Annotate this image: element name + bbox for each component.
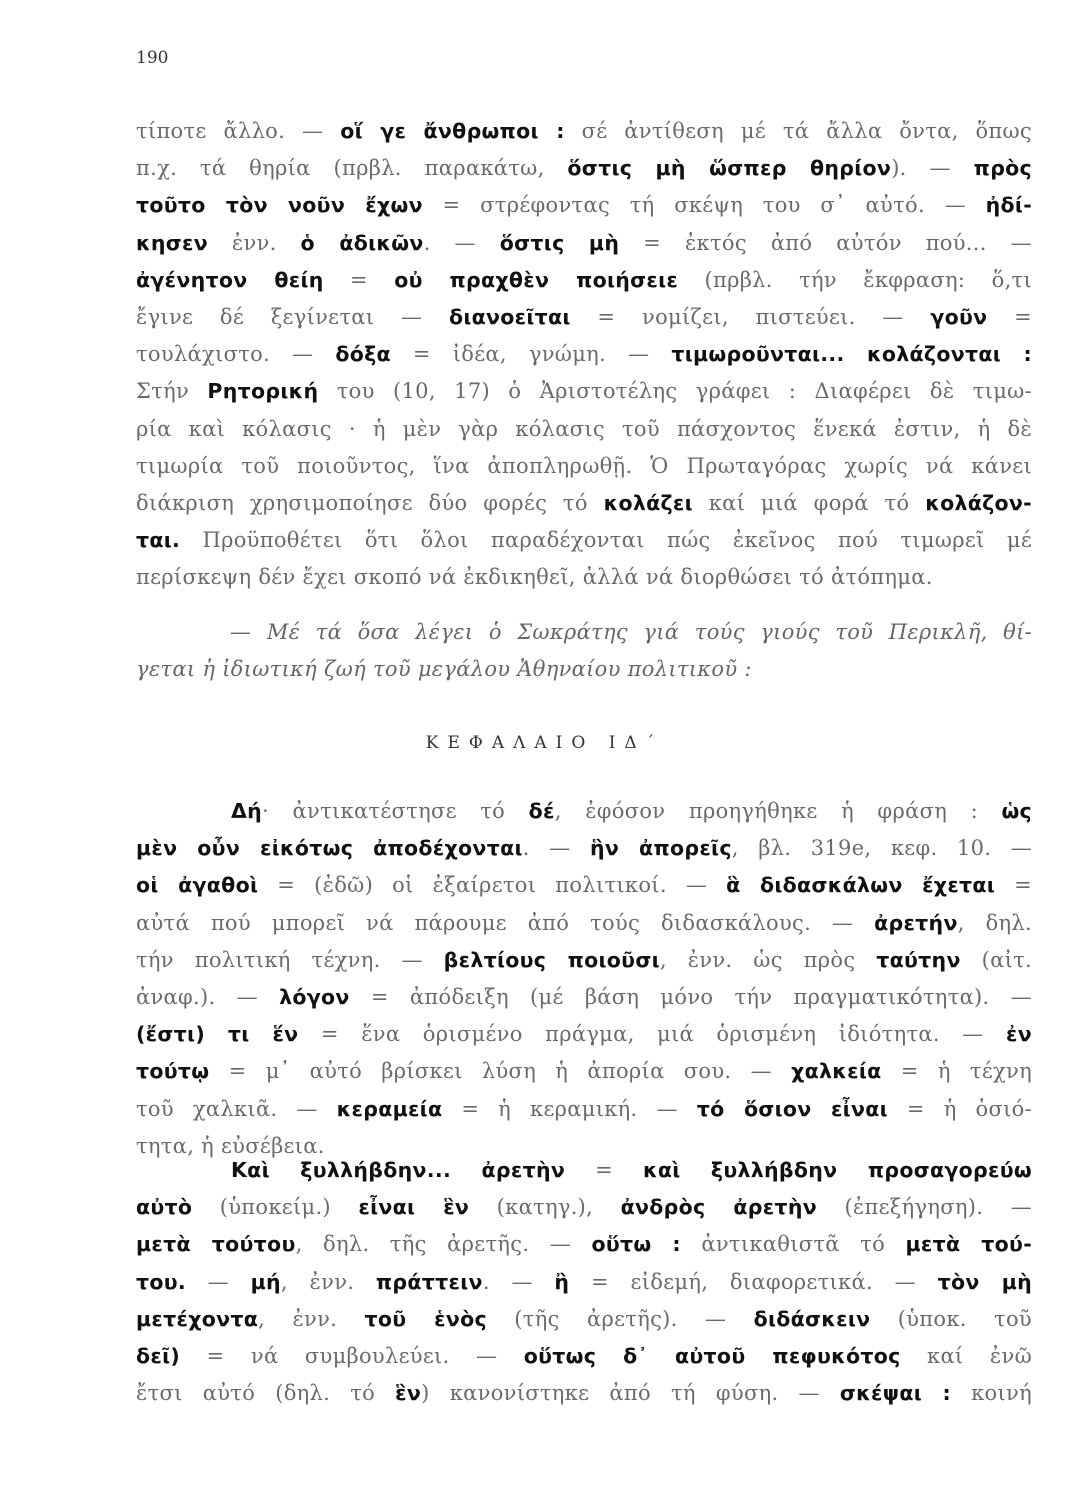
gloss-text: . — [482,1269,555,1294]
text-line [136,1152,1032,1189]
gloss-text: καί μιά φορά τό [692,490,926,515]
text-line [136,262,1032,299]
gloss-text: = [987,304,1032,329]
lemma: ἃ διδασκάλων ἔχεται [726,873,996,898]
gloss-text: — [186,1269,251,1294]
gloss-text: = στρέφοντας τή σκέψη του σ᾽ αὐτό. — [422,193,986,218]
gloss-text: · ἀντικατέστησε τό [262,799,529,823]
lemma: οὐ πραχθὲν ποιήσειε [394,267,679,292]
lemma: ταύτην [876,947,961,972]
gloss-text: Στήν [136,379,208,404]
gloss-text: = ἕνα ὁρισμένο πράγμα, μιά ὁρισμένη ἰδιότητα. — [298,1022,1007,1047]
lemma: πρὸς [973,156,1032,181]
lemma: ἐν [1006,1022,1032,1047]
text-line [136,793,1032,830]
lemma: τοῦ ἑνὸς [364,1306,487,1331]
text-line [136,299,1032,336]
gloss-text: (κατηγ.), [469,1195,621,1220]
gloss-text: (ὑποκ. τοῦ [870,1306,1032,1331]
lemma: δεῖ) [136,1343,181,1368]
lemma: ἠδί- [985,193,1032,218]
lemma: μετὰ τού- [905,1232,1032,1257]
italic-line: — Μέ τά ὅσα λέγει ὁ Σωκράτης γιά τούς γιούς τοῦ Περικλῆ, θί- [230,620,1032,644]
italic-line: γεται ἡ ἰδιωτική ζωή τοῦ μεγάλου Ἀθηναίου πολιτικοῦ : [136,657,752,682]
lemma: οἵ γε ἄνθρωποι : [340,119,565,143]
lemma: πράττειν [375,1269,483,1294]
text-line [136,1375,1032,1412]
text-line [136,150,1032,187]
gloss-text: = εἰδεμή, διαφορετικά. — [569,1269,938,1294]
gloss-text: = ἐκτός ἀπό αὐτόν πού... — [619,230,1032,255]
gloss-text: ) κανονίστηκε ἀπό τή φύση. — [421,1381,840,1406]
lemma: χαλκεία [791,1059,882,1084]
gloss-text: = ἡ τέχνη [881,1059,1032,1084]
text-line [136,942,1032,979]
chapter-heading: ΚΕΦΑΛΑΙΟ ΙΔ΄ [425,733,664,753]
lemma: καὶ ξυλλήβδην προσαγορεύω [642,1158,1032,1182]
lemma: τιμωροῦνται... κολάζονται : [671,342,1032,367]
commentary-note-italic [136,614,1032,688]
gloss-text: περίσκεψη δέν ἔχει σκοπό νά ἐκδικηθεῖ, ἀλλά νά διορθώσει τό ἀτόπημα. [136,565,933,590]
gloss-text: (ἐπεξήγηση). — [816,1195,1032,1220]
text-line [136,1264,1032,1301]
lemma: κολάζον- [925,490,1032,515]
gloss-text: ἀντικαθιστᾶ τό [680,1232,906,1257]
gloss-text: του (10, 17) ὁ Ἀριστοτέλης γράφει : Διαφέρει δὲ τιμω- [318,379,1032,404]
gloss-text: ἔτσι αὐτό (δηλ. τό [136,1381,396,1406]
lemma: σκέψαι : [839,1381,952,1406]
gloss-text: τιμωρία τοῦ ποιοῦντος, ἵνα ἀποπληρωθῇ. Ὁ Πρωταγόρας χωρίς νά κάνει [136,453,1032,478]
text-line [136,411,1032,448]
gloss-text: ρία καὶ κόλασις · ἡ μὲν γὰρ κόλασις τοῦ πάσχοντος ἕνεκά ἐστιν, ἡ δὲ [136,416,1032,441]
gloss-text: = ἡ ὁσιό- [887,1096,1032,1121]
gloss-text: π.χ. τά θηρία (πρβλ. παρακάτω, [136,156,568,181]
lemma: μή [250,1269,281,1294]
text-line [136,905,1032,942]
gloss-text: = [995,873,1032,898]
lemma: ἀνδρὸς ἀρετὴν [620,1195,817,1220]
gloss-text: , δηλ. [957,910,1032,935]
lemma: ται. [136,528,181,553]
gloss-text: (ὑποκείμ.) [192,1195,359,1220]
text-line [136,522,1032,559]
gloss-text: ἀναφ.). — [136,984,280,1009]
gloss-text: τίποτε ἄλλο. — [136,119,341,143]
lemma: τοῦτο τὸν νοῦν ἔχων [136,193,423,218]
text-line [136,187,1032,224]
lemma: αὐτὸ [136,1195,193,1220]
lemma: λόγον [279,984,350,1009]
text-line [136,1189,1032,1226]
lemma: διδάσκειν [753,1306,871,1331]
text-line [136,225,1032,262]
text-line [136,113,1032,150]
gloss-text: , ἐφόσον προηγήθηκε ἡ φράση : [554,799,1002,823]
gloss-text: = ἰδέα, γνώμη. — [390,342,672,367]
gloss-text: τοῦ χαλκιᾶ. — [136,1096,337,1121]
gloss-text: , ἐνν. [258,1306,365,1331]
text-line [136,1016,1032,1053]
text-line [136,559,1032,596]
lemma: ὡς [1001,799,1032,823]
gloss-text: Προϋποθέτει ὅτι ὅλοι παραδέχονται πώς ἐκεῖνος πού τιμωρεῖ μέ [180,528,1032,553]
lemma: τὸν μὴ [937,1269,1032,1294]
text-line [136,373,1032,410]
lemma: ὁ ἀδικῶν [300,230,424,255]
gloss-text: (αἰτ. [960,947,1032,972]
lemma: κολάζει [603,490,693,515]
lemma: βελτίους ποιοῦσι [443,947,660,972]
lemma: ἀγένητον θείη [136,267,324,292]
lemma: Καὶ ξυλλήβδην... ἀρετὴν [231,1158,566,1182]
lemma: εἶναι ἓν [358,1195,470,1220]
lemma: γοῦν [930,304,988,329]
gloss-text: , ἐνν. [280,1269,376,1294]
gloss-text: κοινή [951,1381,1032,1406]
gloss-text: τητα, ἡ εὐσέβεια. [136,1133,325,1158]
lemma: οὕτως δ᾽ αὐτοῦ πεφυκότος [523,1343,901,1368]
text-line [136,448,1032,485]
lemma: διανοεῖται [448,304,571,329]
commentary-paragraph-1 [136,113,1032,596]
gloss-text: = [323,267,395,292]
gloss-text: = ἀπόδειξη (μέ βάση μόνο τήν πραγματικότητα). — [349,984,1032,1009]
gloss-text: = (ἐδῶ) οἱ ἐξαίρετοι πολιτικοί. — [258,873,727,898]
gloss-text: (πρβλ. τήν ἔκφραση: ὅ,τι [678,267,1032,292]
lemma: οἱ ἀγαθοὶ [136,873,259,898]
gloss-text: , ἐνν. ὡς πρὸς [659,947,877,972]
commentary-paragraph-3 [136,1152,1032,1412]
gloss-text: . — [522,836,590,861]
page-number: 190 [136,48,169,68]
lemma: Δή [231,799,263,823]
lemma: τούτῳ [136,1059,210,1084]
gloss-text: = ἡ κεραμική. — [442,1096,697,1121]
gloss-text: ἔγινε δέ ξεγίνεται — [136,304,449,329]
gloss-text: . — [423,230,500,255]
gloss-text: ἐνν. [208,230,301,255]
text-line [136,867,1032,904]
gloss-text: αὐτά πού μπορεῖ νά πάρουμε ἀπό τούς διδασκάλους. — [136,910,875,935]
text-line [136,485,1032,522]
lemma: ἢ [554,1269,570,1294]
lemma: κησεν [136,230,208,255]
text-line [136,1053,1032,1090]
lemma: δόξα [335,342,391,367]
lemma: Ρητορική [207,379,319,404]
gloss-text: τήν πολιτική τέχνη. — [136,947,444,972]
lemma: του. [136,1269,186,1294]
gloss-text: = μ᾽ αὐτό βρίσκει λύση ἡ ἀπορία σου. — [209,1059,792,1084]
lemma: τό ὅσιον εἶναι [696,1096,888,1121]
gloss-text: , βλ. 319e, κεφ. 10. — [731,836,1032,861]
gloss-text: = νομίζει, πιστεύει. — [570,304,931,329]
commentary-paragraph-2 [136,793,1032,1165]
text-line [136,1226,1032,1263]
text-line [136,1091,1032,1128]
lemma: ἀρετήν [874,910,958,935]
gloss-text: = νά συμβουλεύει. — [180,1343,524,1368]
lemma: ἓν [395,1381,422,1406]
gloss-text: διάκριση χρησιμοποίησε δύο φορές τό [136,490,604,515]
lemma: κεραμεία [336,1096,443,1121]
text-line [136,1301,1032,1338]
gloss-text: (τῆς ἀρετῆς). — [486,1306,754,1331]
text-line [136,1338,1032,1375]
text-line [136,979,1032,1016]
lemma: ὅστις μὴ ὥσπερ θηρίον [567,156,892,181]
lemma: μὲν οὖν εἰκότως ἀποδέχονται [136,836,523,861]
lemma: μετέχοντα [136,1306,259,1331]
gloss-text: τουλάχιστο. — [136,342,336,367]
gloss-text: ). — [891,156,974,181]
text-line [136,336,1032,373]
gloss-text: καί ἐνῶ [900,1343,1032,1368]
lemma: δέ [528,799,555,823]
text-line [136,830,1032,867]
gloss-text: = [565,1158,643,1182]
lemma: (ἔστι) τι ἕν [136,1022,299,1047]
lemma: οὕτω : [591,1232,681,1257]
lemma: ὅστις μὴ [499,230,620,255]
lemma: ἣν ἀπορεῖς [589,836,732,861]
gloss-text: σέ ἀντίθεση μέ τά ἄλλα ὄντα, ὅπως [564,119,1032,143]
gloss-text: , δηλ. τῆς ἀρετῆς. — [295,1232,592,1257]
lemma: μετὰ τούτου [136,1232,296,1257]
